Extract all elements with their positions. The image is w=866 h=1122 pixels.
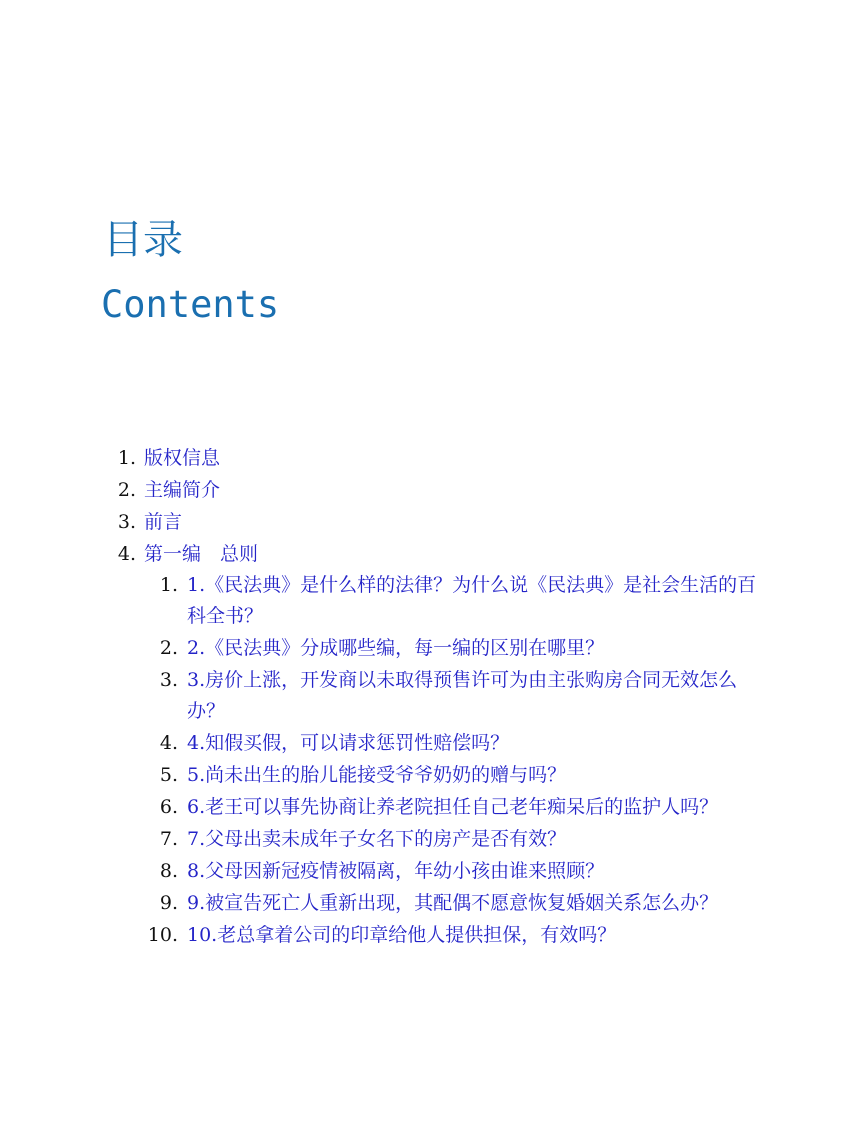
toc-item-number: 4.: [117, 543, 136, 565]
toc-item-number: 3.: [159, 669, 178, 691]
list-item: [144, 665, 764, 727]
toc-link[interactable]: 3.房价上涨，开发商以未取得预售许可为由主张购房合同无效怎么办？: [187, 669, 738, 722]
toc-link[interactable]: 10.老总拿着公司的印章给他人提供担保，有效吗？: [187, 924, 617, 946]
toc-item-editor: [100, 474, 780, 506]
table-of-contents: [100, 442, 780, 570]
toc-item-number: 5.: [159, 764, 178, 786]
toc-list: [100, 442, 780, 570]
toc-link-preface[interactable]: 前言: [144, 511, 183, 533]
toc-item-number: 1.: [117, 447, 136, 469]
list-item: [144, 570, 764, 632]
toc-item-number: 10.: [147, 924, 178, 946]
toc-item-number: 2.: [117, 479, 136, 501]
list-item: [144, 760, 764, 791]
toc-item-part-one: [100, 538, 780, 570]
toc-item-preface: [100, 506, 780, 538]
list-item: [144, 728, 764, 759]
toc-item-number: 2.: [159, 637, 178, 659]
toc-sublist-items: [144, 570, 764, 951]
toc-item-number: 8.: [159, 860, 178, 882]
list-item: [144, 824, 764, 855]
toc-link[interactable]: 4.知假买假，可以请求惩罚性赔偿吗？: [187, 732, 510, 754]
toc-link[interactable]: 8.父母因新冠疫情被隔离，年幼小孩由谁来照顾？: [187, 860, 605, 882]
toc-item-number: 6.: [159, 796, 178, 818]
toc-item-number: 7.: [159, 828, 178, 850]
toc-link-copyright[interactable]: 版权信息: [144, 447, 221, 469]
toc-link[interactable]: 1.《民法典》是什么样的法律？为什么说《民法典》是社会生活的百科全书？: [187, 574, 757, 627]
toc-item-number: 3.: [117, 511, 136, 533]
toc-link[interactable]: 2.《民法典》分成哪些编，每一编的区别在哪里？: [187, 637, 605, 659]
toc-link-part-one[interactable]: 第一编 总则: [144, 543, 259, 565]
toc-sublist: [144, 570, 764, 952]
list-item: [144, 856, 764, 887]
toc-link-editor[interactable]: 主编简介: [144, 479, 221, 501]
toc-item-number: 1.: [159, 574, 178, 596]
toc-item-number: 9.: [159, 892, 178, 914]
toc-link[interactable]: 9.被宣告死亡人重新出现，其配偶不愿意恢复婚姻关系怎么办？: [187, 892, 719, 914]
toc-link[interactable]: 5.尚未出生的胎儿能接受爷爷奶奶的赠与吗？: [187, 764, 567, 786]
toc-link[interactable]: 7.父母出卖未成年子女名下的房产是否有效？: [187, 828, 567, 850]
toc-link[interactable]: 6.老王可以事先协商让养老院担任自己老年痴呆后的监护人吗？: [187, 796, 719, 818]
list-item: [144, 633, 764, 664]
list-item: [144, 792, 764, 823]
page-title: 目录: [103, 217, 183, 263]
page-subtitle: Contents: [101, 283, 280, 326]
toc-item-copyright: [100, 442, 780, 474]
list-item: [144, 888, 764, 919]
toc-item-number: 4.: [159, 732, 178, 754]
list-item: [144, 920, 764, 951]
